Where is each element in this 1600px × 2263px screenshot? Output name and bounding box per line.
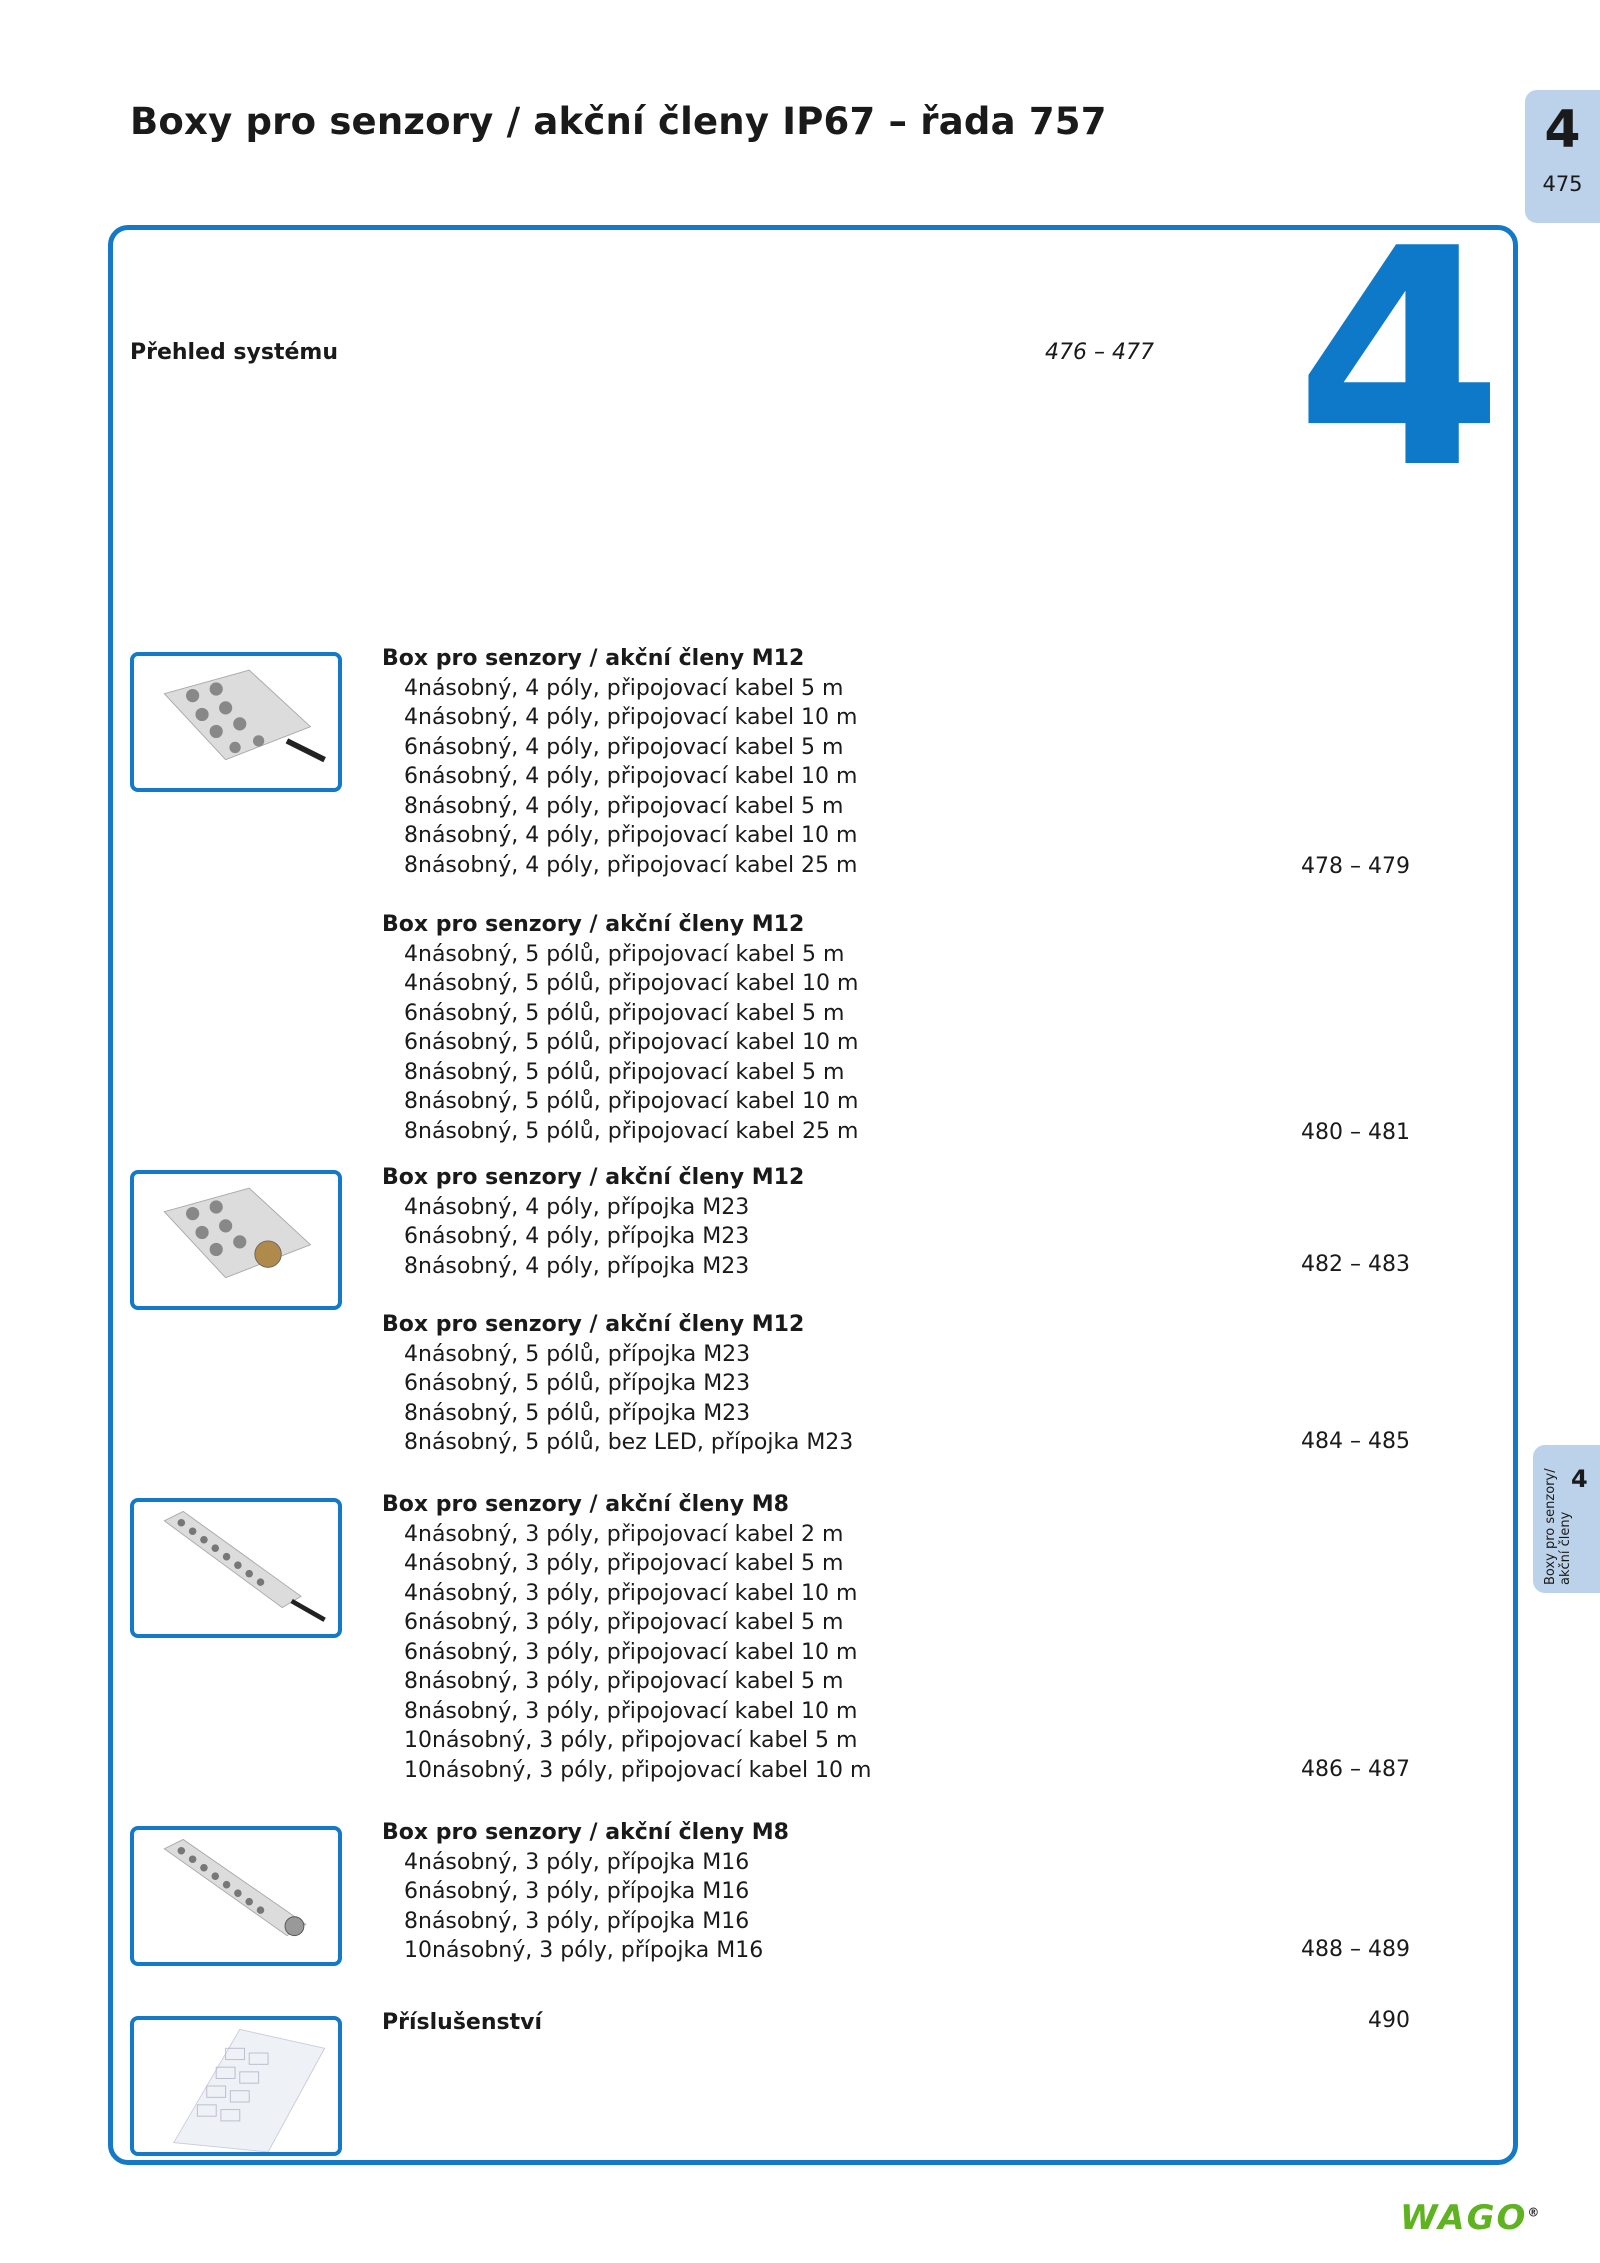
- list-item: 4násobný, 4 póly, připojovací kabel 5 m: [404, 675, 844, 701]
- section-pages: 486 – 487: [1301, 1757, 1410, 1782]
- list-item: 8násobný, 4 póly, připojovací kabel 5 m: [404, 793, 844, 819]
- list-item: 8násobný, 3 póly, připojovací kabel 10 m: [404, 1698, 858, 1724]
- logo-text: WAGO: [1400, 2198, 1528, 2238]
- product-image-m12-m23: [130, 1170, 342, 1310]
- product-image-m8-cable: [130, 1498, 342, 1638]
- list-item: 6násobný, 3 póly, připojovací kabel 10 m: [404, 1639, 858, 1665]
- list-item: 4násobný, 5 pólů, přípojka M23: [404, 1341, 751, 1367]
- list-item: 8násobný, 5 pólů, připojovací kabel 10 m: [404, 1089, 859, 1114]
- section-title: Box pro senzory / akční členy M12: [382, 1312, 805, 1337]
- list-item: 4násobný, 4 póly, připojovací kabel 10 m: [404, 705, 858, 730]
- side-tab-line1: Boxy pro senzory/: [1543, 1468, 1558, 1585]
- side-tab[interactable]: [1533, 1445, 1600, 1593]
- chapter-tab[interactable]: [1525, 90, 1600, 223]
- section-m12-4pole-m23: [382, 1163, 804, 1281]
- section-m12-5pole-m23: [382, 1310, 853, 1458]
- list-item: 8násobný, 5 pólů, připojovací kabel 5 m: [404, 1059, 845, 1085]
- list-item: 6násobný, 5 pólů, připojovací kabel 10 m: [404, 1030, 859, 1055]
- section-title: Box pro senzory / akční členy M12: [382, 646, 805, 671]
- section-title: Box pro senzory / akční členy M12: [382, 1165, 805, 1190]
- list-item: 6násobný, 5 pólů, přípojka M23: [404, 1371, 751, 1396]
- section-pages: 490: [1368, 2008, 1410, 2033]
- list-item: 6násobný, 5 pólů, připojovací kabel 5 m: [404, 1000, 845, 1026]
- list-item: 10násobný, 3 póly, připojovací kabel 5 m: [404, 1728, 858, 1753]
- list-item: 8násobný, 4 póly, připojovací kabel 25 m: [404, 852, 858, 878]
- section-pages: 480 – 481: [1301, 1120, 1410, 1145]
- list-item: 10násobný, 3 póly, přípojka M16: [404, 1938, 764, 1963]
- list-item: 8násobný, 3 póly, přípojka M16: [404, 1908, 750, 1934]
- list-item: 4násobný, 5 pólů, připojovací kabel 5 m: [404, 941, 845, 967]
- section-title: Příslušenství: [382, 2010, 542, 2035]
- section-m8-cable: [382, 1490, 871, 1785]
- list-item: 6násobný, 4 póly, připojovací kabel 10 m: [404, 764, 858, 789]
- chapter-number: 4: [1544, 100, 1581, 160]
- list-item: 10násobný, 3 póly, připojovací kabel 10 m: [404, 1757, 872, 1783]
- section-m12-5pole-cable: [382, 910, 858, 1146]
- section-pages: 488 – 489: [1301, 1937, 1410, 1962]
- list-item: 4násobný, 3 póly, připojovací kabel 2 m: [404, 1521, 844, 1547]
- list-item: 6násobný, 3 póly, připojovací kabel 5 m: [404, 1610, 844, 1635]
- section-pages: 484 – 485: [1301, 1429, 1410, 1454]
- list-item: 4násobný, 3 póly, připojovací kabel 10 m: [404, 1580, 858, 1606]
- list-item: 6násobný, 3 póly, přípojka M16: [404, 1879, 750, 1904]
- product-image-accessories: [130, 2016, 342, 2156]
- registered-mark: ®: [1527, 2205, 1542, 2220]
- product-image-m8-m16: [130, 1826, 342, 1966]
- overview-pages: 476 – 477: [1045, 340, 1154, 365]
- section-title: Box pro senzory / akční členy M12: [382, 912, 805, 937]
- list-item: 8násobný, 5 pólů, přípojka M23: [404, 1400, 751, 1426]
- list-item: 4násobný, 3 póly, připojovací kabel 5 m: [404, 1551, 844, 1576]
- list-item: 6násobný, 4 póly, přípojka M23: [404, 1224, 750, 1249]
- list-item: 4násobný, 5 pólů, připojovací kabel 10 m: [404, 971, 859, 996]
- section-title: Box pro senzory / akční členy M8: [382, 1820, 789, 1845]
- side-tab-number: 4: [1571, 1465, 1588, 1493]
- section-pages: 482 – 483: [1301, 1252, 1410, 1277]
- wago-logo: [1400, 2198, 1541, 2238]
- section-pages: 478 – 479: [1301, 854, 1410, 879]
- section-accessories: [382, 2008, 542, 2038]
- list-item: 8násobný, 4 póly, přípojka M23: [404, 1253, 750, 1279]
- side-tab-line2: akční členy: [1558, 1511, 1573, 1585]
- list-item: 8násobný, 5 pólů, připojovací kabel 25 m: [404, 1118, 859, 1144]
- section-m12-4pole-cable: [382, 644, 857, 880]
- product-image-m12-cable: [130, 652, 342, 792]
- page-title: Boxy pro senzory / akční členy IP67 – řada 757: [130, 100, 1107, 143]
- side-tab-label: [1543, 1445, 1573, 1585]
- section-title: Box pro senzory / akční členy M8: [382, 1492, 789, 1517]
- list-item: 8násobný, 4 póly, připojovací kabel 10 m: [404, 823, 858, 848]
- section-m8-m16: [382, 1818, 789, 1966]
- page-number: 475: [1542, 172, 1583, 196]
- overview-label: Přehled systému: [130, 340, 338, 365]
- big-chapter-number: 4: [1295, 185, 1504, 534]
- list-item: 4násobný, 4 póly, přípojka M23: [404, 1194, 750, 1220]
- list-item: 8násobný, 5 pólů, bez LED, přípojka M23: [404, 1430, 854, 1455]
- list-item: 4násobný, 3 póly, přípojka M16: [404, 1849, 750, 1875]
- list-item: 8násobný, 3 póly, připojovací kabel 5 m: [404, 1669, 844, 1694]
- list-item: 6násobný, 4 póly, připojovací kabel 5 m: [404, 734, 844, 760]
